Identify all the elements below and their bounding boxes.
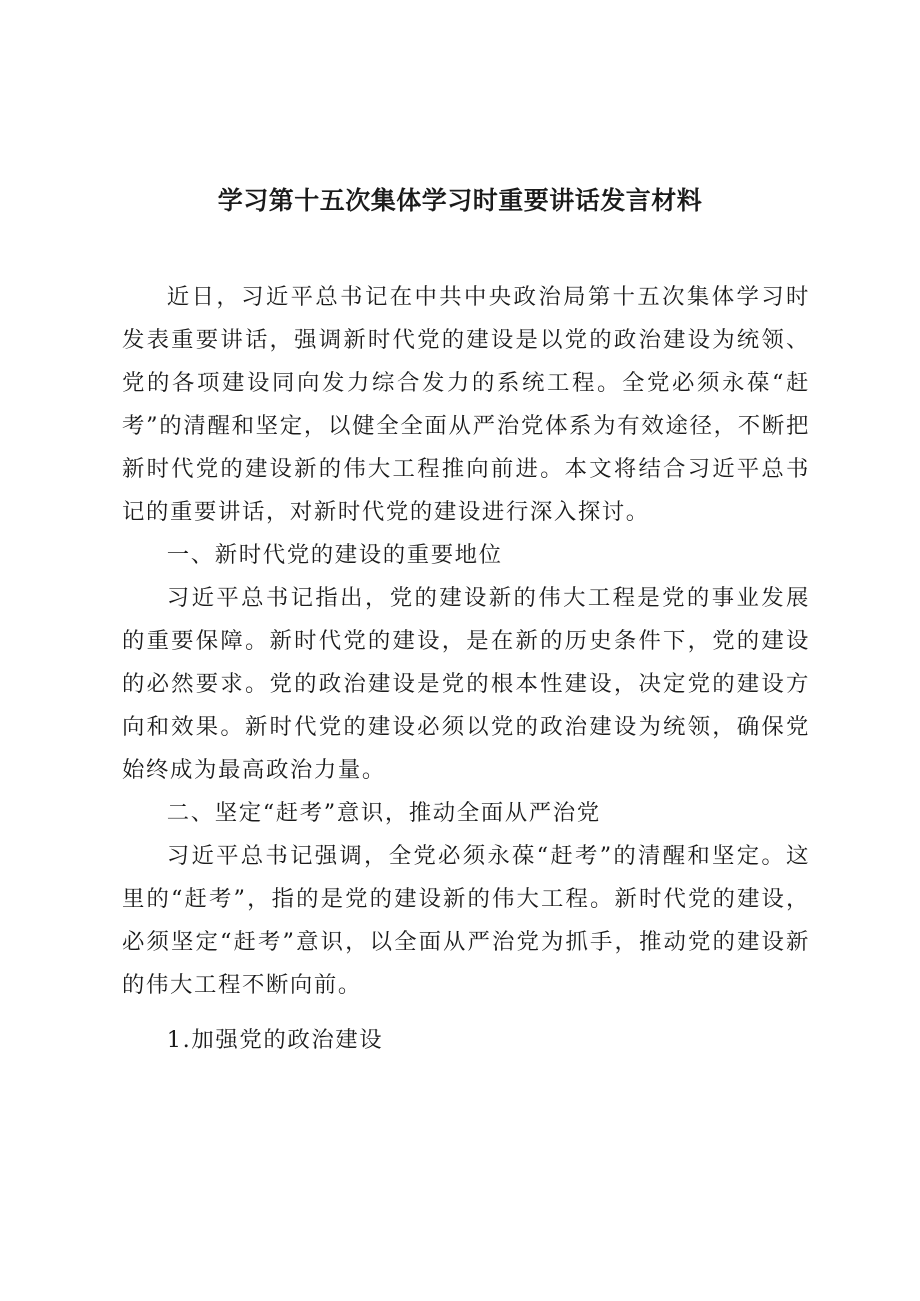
section-1-paragraph: 习近平总书记指出，党的建设新的伟大工程是党的事业发展的重要保障。新时代党的建设，是在新的历史条件下，党的建设的必然要求。党的政治建设是党的根本性建设，决定党的建设方向和效果。新时代党的建设必须以党的政治建设为统领，确保党始终成为最高政治力量。 — [122, 585, 810, 783]
document-title: 学习第十五次集体学习时重要讲话发言材料 — [217, 186, 703, 215]
section-2-heading: 二、坚定“赶考”意识，推动全面从严治党 — [166, 800, 601, 826]
section-2-paragraph: 习近平总书记强调，全党必须永葆“赶考”的清醒和坚定。这里的“赶考”，指的是党的建设新的伟大工程。新时代党的建设，必须坚定“赶考”意识，以全面从严治党为抓手，推动党的建设新的伟大工程不断向前。 — [122, 843, 810, 998]
document-body — [122, 276, 810, 1062]
subsection-1-heading: 1.加强党的政治建设 — [166, 1027, 384, 1053]
intro-paragraph: 近日，习近平总书记在中共中央政治局第十五次集体学习时发表重要讲话，强调新时代党的建设是以党的政治建设为统领、党的各项建设同向发力综合发力的系统工程。全党必须永葆“赶考”的清醒和坚定，以健全全面从严治党体系为有效途径，不断把新时代党的建设新的伟大工程推向前进。本文将结合习近平总书记的重要讲话，对新时代党的建设进行深入探讨。 — [122, 284, 810, 525]
section-1-heading: 一、新时代党的建设的重要地位 — [166, 542, 503, 568]
